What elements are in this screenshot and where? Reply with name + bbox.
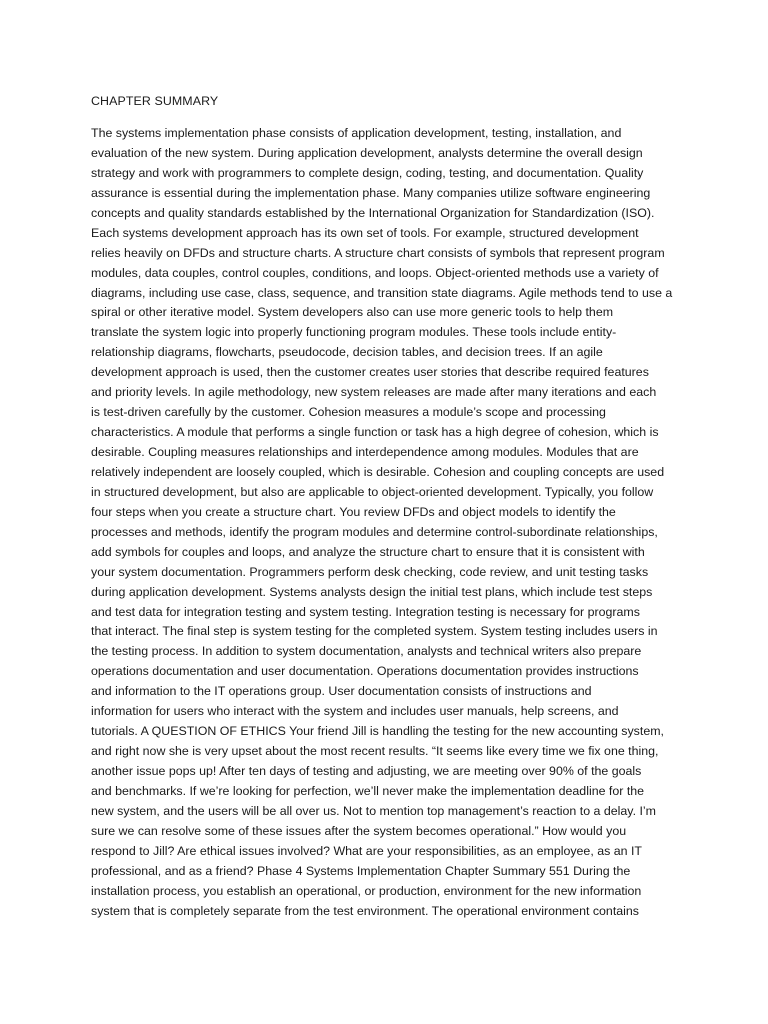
paragraph-line: information for users who interact with the system and includes user manuals, help screens, and bbox=[91, 704, 619, 719]
paragraph-line: relies heavily on DFDs and structure charts. A structure chart consists of symbols that represent program bbox=[91, 245, 665, 260]
paragraph-line: concepts and quality standards established by the International Organization for Standardization (ISO). bbox=[91, 205, 655, 220]
paragraph-line: during application development. Systems analysts design the initial test plans, which include test steps bbox=[91, 584, 653, 599]
paragraph-line: and right now she is very upset about the most recent results. “It seems like every time we fix one thing, bbox=[91, 744, 659, 759]
paragraph-line: characteristics. A module that performs a single function or task has a high degree of cohesion, which is bbox=[91, 425, 659, 440]
paragraph-line: respond to Jill? Are ethical issues involved? What are your responsibilities, as an employee, as an IT bbox=[91, 843, 642, 858]
paragraph-line: sure we can resolve some of these issues after the system becomes operational.” How would you bbox=[91, 823, 627, 838]
paragraph-line: the testing process. In addition to system documentation, analysts and technical writers also prepare bbox=[91, 644, 642, 659]
paragraph-line: translate the system logic into properly functioning program modules. These tools include entity- bbox=[91, 325, 617, 340]
paragraph-line: tutorials. A QUESTION OF ETHICS Your friend Jill is handling the testing for the new accounting system, bbox=[91, 724, 664, 739]
paragraph-line: another issue pops up! After ten days of testing and adjusting, we are meeting over 90% of the goals bbox=[91, 764, 642, 778]
paragraph-line: diagrams, including use case, class, sequence, and transition state diagrams. Agile methods tend to use a bbox=[91, 285, 673, 300]
paragraph-line: and priority levels. In agile methodology, new system releases are made after many iterations and each bbox=[91, 385, 657, 400]
paragraph-line: assurance is essential during the implementation phase. Many companies utilize software engineering bbox=[91, 185, 651, 200]
paragraph-line: and information to the IT operations group. User documentation consists of instructions and bbox=[91, 684, 592, 699]
paragraph-line: spiral or other iterative model. System developers also can use more generic tools to help them bbox=[91, 305, 614, 320]
paragraph-line: and benchmarks. If we’re looking for perfection, we’ll never make the implementation deadline for the bbox=[91, 783, 645, 798]
paragraph-line: is test-driven carefully by the customer. Cohesion measures a module’s scope and processing bbox=[91, 405, 606, 420]
paragraph-line: relatively independent are loosely coupled, which is desirable. Cohesion and coupling concepts are used bbox=[91, 464, 665, 479]
paragraph-line: desirable. Coupling measures relationships and interdependence among modules. Modules that are bbox=[91, 445, 639, 459]
paragraph-line: four steps when you create a structure chart. You review DFDs and object models to identify the bbox=[91, 504, 616, 519]
paragraph-line: professional, and as a friend? Phase 4 Systems Implementation Chapter Summary 551 During the bbox=[91, 863, 631, 878]
paragraph-line: new system, and the users will be all over us. Not to mention top management’s reaction to a delay. I’m bbox=[91, 803, 656, 818]
paragraph-line: modules, data couples, control couples, conditions, and loops. Object-oriented methods use a variety of bbox=[91, 265, 659, 280]
paragraph-line: The systems implementation phase consists of application development, testing, installation, and bbox=[91, 126, 622, 140]
paragraph-line: in structured development, but also are applicable to object-oriented development. Typically, you follow bbox=[91, 484, 654, 499]
paragraph-line: strategy and work with programmers to complete design, coding, testing, and documentation. Quality bbox=[91, 165, 644, 180]
summary-paragraph bbox=[91, 124, 691, 922]
paragraph-line: your system documentation. Programmers perform desk checking, code review, and unit testing tasks bbox=[91, 564, 649, 579]
chapter-summary-heading: CHAPTER SUMMARY bbox=[91, 94, 219, 108]
paragraph-line: processes and methods, identify the program modules and determine control-subordinate relationships, bbox=[91, 524, 658, 539]
paragraph-line: evaluation of the new system. During application development, analysts determine the overall design bbox=[91, 145, 643, 160]
paragraph-line: operations documentation and user documentation. Operations documentation provides instructions bbox=[91, 664, 639, 679]
paragraph-line: relationship diagrams, flowcharts, pseudocode, decision tables, and decision trees. If an agile bbox=[91, 345, 603, 360]
paragraph-line: installation process, you establish an operational, or production, environment for the new information bbox=[91, 883, 642, 898]
paragraph-line: system that is completely separate from the test environment. The operational environment contains bbox=[91, 903, 639, 918]
paragraph-line: add symbols for couples and loops, and analyze the structure chart to ensure that it is consistent with bbox=[91, 544, 645, 559]
paragraph-line: that interact. The final step is system testing for the completed system. System testing includes users in bbox=[91, 624, 658, 639]
paragraph-line: development approach is used, then the customer creates user stories that describe required features bbox=[91, 365, 649, 380]
paragraph-line: Each systems development approach has its own set of tools. For example, structured development bbox=[91, 225, 639, 240]
paragraph-line: and test data for integration testing and system testing. Integration testing is necessary for programs bbox=[91, 604, 640, 619]
